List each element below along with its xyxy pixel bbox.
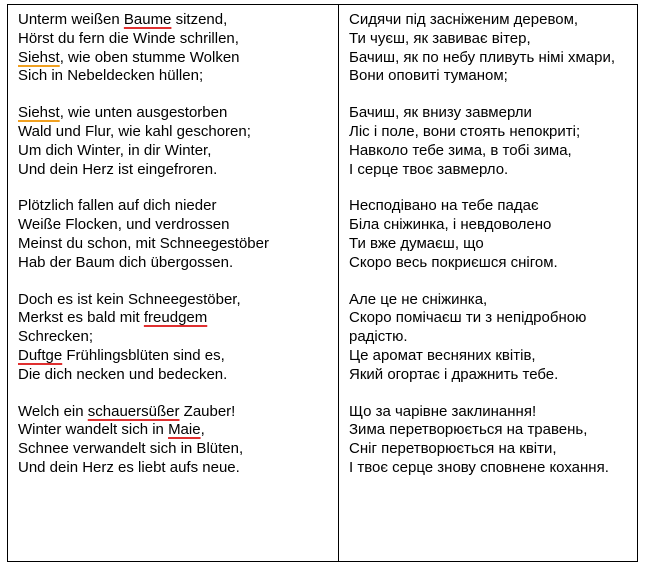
ukrainian-verse-line: Сидячи під засніженим деревом, [349, 11, 579, 28]
underlined-word: Maie [168, 421, 201, 439]
german-verse-line [18, 403, 338, 422]
ukrainian-verse-line: Це аромат весняних квітів, [349, 346, 536, 364]
verse-text: , wie oben stumme Wolken [59, 48, 240, 66]
german-stanza [18, 403, 338, 478]
german-verse-line [18, 104, 338, 123]
ukrainian-verse-line: І серце твоє завмерло. [349, 160, 509, 178]
german-verse-line [18, 347, 338, 366]
ukrainian-verse-line: Біла сніжинка, і невдоволено [349, 216, 552, 234]
german-stanza [18, 291, 338, 385]
verse-text: sitzend, [171, 11, 228, 28]
ukrainian-verse-line: Бачиш, як внизу завмерли [349, 104, 532, 122]
ukrainian-verse-line: Вони оповиті туманом; [349, 67, 508, 85]
german-verse-line: Hörst du fern die Winde schrillen, [18, 29, 239, 47]
ukrainian-verse-line: Навколо тебе зима, в тобі зима, [349, 141, 572, 159]
german-verse-line: Um dich Winter, in dir Winter, [18, 141, 212, 159]
underlined-word: schauersüßer [87, 402, 180, 420]
verse-text: Winter wandelt sich in [18, 421, 169, 439]
german-stanza [18, 11, 338, 86]
underlined-word: Baume [123, 11, 172, 28]
verse-text: Merkst es bald mit [18, 309, 144, 327]
ukrainian-verse-line: Скоро помічаєш ти з непідробною радістю. [349, 309, 587, 346]
ukrainian-verse-line: Який огортає і дражнить тебе. [349, 365, 559, 383]
german-stanza [18, 104, 338, 179]
underlined-word: Duftge [18, 346, 63, 364]
ukrainian-stanza [349, 11, 631, 86]
ukrainian-verse-line: Зима перетворюється на травень, [349, 421, 588, 439]
ukrainian-verse-line: Але це не сніжинка, [349, 290, 488, 308]
german-verse-line: Hab der Baum dich übergossen. [18, 253, 234, 271]
verse-text: Zauber! [179, 402, 236, 420]
verse-text: Frühlingsblüten sind es, [62, 346, 225, 364]
german-verse-line [18, 49, 338, 68]
german-verse-line: Meinst du schon, mit Schneegestöber [18, 234, 269, 252]
verse-text: , wie unten ausgestorben [59, 104, 228, 122]
ukrainian-stanza [349, 197, 631, 272]
underlined-word: Siehst [18, 104, 60, 122]
ukrainian-verse-line: І твоє серце знову сповнене кохання. [349, 458, 609, 476]
german-verse-line: Wald und Flur, wie kahl geschoren; [18, 122, 251, 140]
underlined-word: freudgem [143, 309, 208, 327]
verse-text: Unterm weißen [18, 11, 124, 28]
german-verse-line: Doch es ist kein Schneegestöber, [18, 290, 241, 308]
german-verse-line: Die dich necken und bedecken. [18, 365, 228, 383]
ukrainian-verse-line: Ліс і поле, вони стоять непокриті; [349, 122, 581, 140]
german-verse-line [18, 309, 338, 328]
german-verse-line [18, 11, 338, 30]
poem-translation-table [7, 4, 638, 562]
ukrainian-verse-line: Ти вже думаєш, що [349, 234, 484, 252]
german-poem-column [8, 5, 339, 561]
german-verse-line: Und dein Herz ist eingefroren. [18, 160, 218, 178]
german-verse-line: Schrecken; [18, 328, 94, 346]
underlined-word: Siehst [18, 48, 60, 66]
verse-text: , [200, 421, 205, 439]
ukrainian-verse-line: Що за чарівне заклинання! [349, 402, 537, 420]
german-verse-line: Weiße Flocken, und verdrossen [18, 216, 230, 234]
german-verse-line: Schnee verwandelt sich in Blüten, [18, 440, 244, 458]
german-verse-line: Und dein Herz es liebt aufs neue. [18, 458, 240, 476]
ukrainian-verse-line: Скоро весь покриєшся снігом. [349, 253, 558, 271]
german-verse-line: Sich in Nebeldecken hüllen; [18, 67, 204, 85]
german-verse-line: Plötzlich fallen auf dich nieder [18, 197, 217, 215]
ukrainian-verse-line: Ти чуєш, як завиває вітер, [349, 29, 531, 47]
german-stanza [18, 197, 338, 272]
ukrainian-verse-line: Сніг перетворюється на квіти, [349, 440, 557, 458]
german-verse-line [18, 421, 338, 440]
ukrainian-verse-line: Несподівано на тебе падає [349, 197, 539, 215]
ukrainian-verse-line: Бачиш, як по небу пливуть німі хмари, [349, 48, 616, 66]
ukrainian-translation-column [339, 5, 637, 561]
verse-text: Welch ein [18, 402, 88, 420]
ukrainian-stanza [349, 403, 631, 478]
ukrainian-stanza [349, 291, 631, 385]
ukrainian-stanza [349, 104, 631, 179]
